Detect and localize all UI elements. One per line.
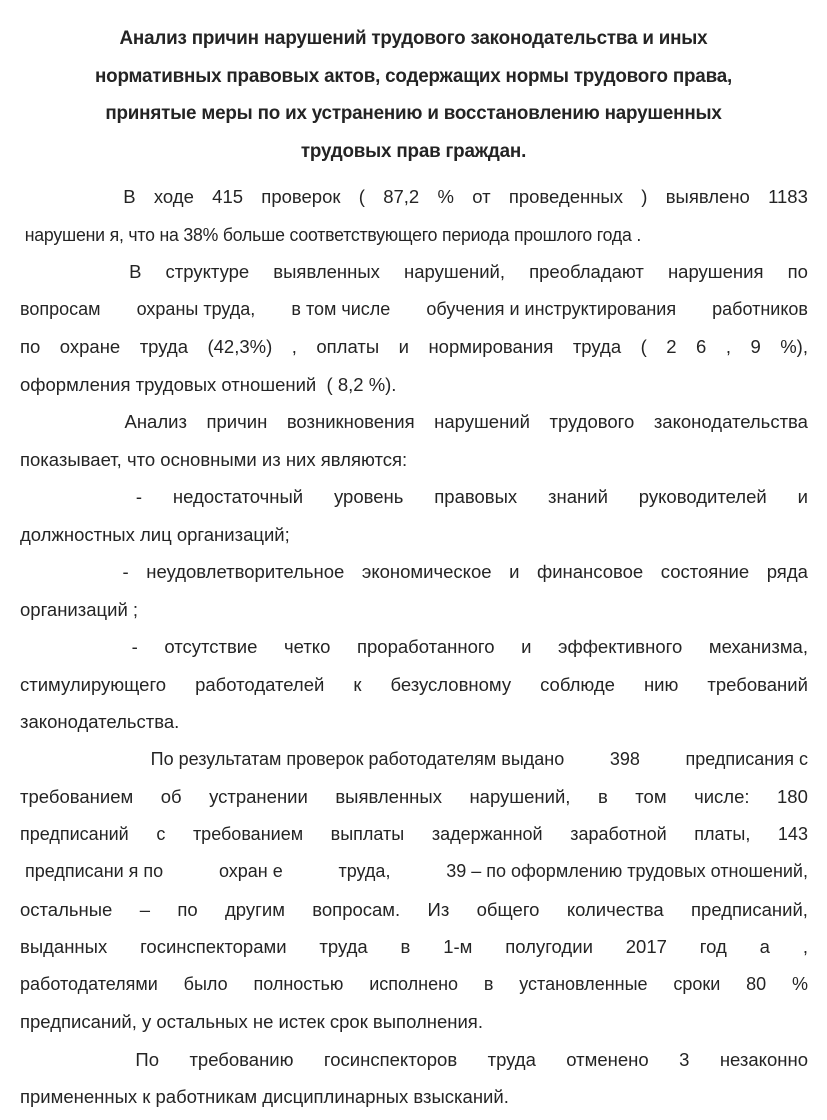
word: нарушений, [404, 261, 506, 282]
word: %), [780, 336, 808, 357]
text-line [20, 816, 808, 854]
word: выявленных [335, 786, 442, 807]
word: 2017 [625, 936, 667, 957]
paragraph [20, 741, 808, 1041]
word: законодательства. [20, 711, 180, 732]
word: от [472, 186, 491, 207]
word: 6 [696, 336, 707, 357]
word: работодателями [20, 973, 158, 994]
paragraph [20, 178, 808, 253]
first-line-indent [20, 1041, 105, 1079]
word: предписани я по [20, 861, 164, 881]
word: с [156, 823, 166, 844]
word: 87,2 [383, 186, 420, 207]
word: механизма, [708, 636, 808, 657]
word: 39 – по оформлению трудовых отношений, [446, 861, 808, 881]
word: ( [358, 186, 365, 207]
word: выданных [20, 936, 108, 957]
word: в [483, 973, 494, 994]
first-line-indent [20, 741, 105, 779]
word: исполнено [369, 973, 459, 994]
word: выявлено [665, 186, 750, 207]
word: , [725, 336, 731, 357]
text-line [20, 291, 808, 329]
title-line-4: трудовых прав граждан. [300, 139, 527, 162]
word: % [791, 973, 808, 994]
word: 3 [679, 1048, 690, 1070]
text-line [20, 703, 808, 741]
word: четко [284, 636, 331, 657]
word: предписания с [685, 748, 808, 769]
word: том [635, 786, 667, 807]
word: руководителей [638, 486, 767, 507]
word: госинспекторов [323, 1048, 458, 1070]
word: ( [640, 336, 647, 357]
word: (42,3%) [207, 336, 273, 357]
word: по [787, 261, 808, 282]
word: % [437, 186, 454, 207]
text-line [20, 591, 808, 629]
text-line [20, 516, 808, 554]
word: 9 [750, 336, 761, 357]
text-line [20, 403, 808, 441]
word: незаконно [719, 1048, 808, 1070]
word: сроки [673, 973, 721, 994]
word: об [160, 786, 182, 807]
word: нию [643, 673, 679, 695]
word: требованием [20, 786, 134, 807]
word: и [509, 561, 520, 582]
word: в [597, 786, 608, 807]
first-line-indent [20, 253, 105, 291]
word: Анализ [124, 411, 187, 432]
word: количества [566, 898, 664, 920]
word: В [129, 261, 142, 282]
word: было [183, 973, 228, 994]
word: устранении [209, 786, 308, 807]
word: соблюде [540, 673, 615, 695]
first-line-indent [20, 178, 105, 216]
word: структуре [165, 261, 250, 282]
word: работодателей [195, 673, 325, 695]
word: в том числе [291, 298, 391, 319]
word: и [797, 486, 808, 507]
word: ряда [766, 561, 808, 582]
word: и [398, 336, 409, 357]
word: 143 [777, 823, 808, 844]
word: охраны труда, [136, 298, 256, 319]
word: общего [476, 898, 540, 920]
paragraph [20, 478, 808, 553]
word: преобладают [529, 261, 644, 282]
text-line [20, 216, 808, 254]
word: установленные [519, 973, 648, 994]
text-line [20, 178, 808, 216]
text-line [20, 966, 808, 1004]
paragraph [20, 403, 808, 478]
paragraph [20, 1041, 808, 1116]
word: – [139, 898, 150, 920]
word: знаний [548, 486, 608, 507]
condensed-run [20, 216, 641, 254]
word: проработанного [356, 636, 495, 657]
word: должностных лиц организаций; [20, 523, 290, 545]
word: экономическое [361, 561, 492, 582]
word: труда [319, 936, 368, 957]
word: требованием [192, 823, 304, 844]
word: организаций ; [20, 598, 139, 620]
word: нарушени я, что на 38% больше соответствующего периода прошлого года . [20, 223, 642, 245]
word: правовых [434, 486, 518, 507]
word: требований [707, 673, 808, 695]
word: предписаний, [691, 898, 808, 920]
text-line [20, 253, 808, 291]
word: причин [206, 411, 268, 432]
word: трудового [549, 411, 635, 432]
word: - [131, 636, 138, 657]
title-line-1: Анализ причин нарушений трудового законодательства и иных [119, 27, 708, 49]
word: 2 [666, 336, 677, 357]
word: недостаточный [172, 486, 304, 507]
text-line [20, 441, 808, 479]
word: примененных к работникам дисциплинарных взысканий. [20, 1086, 509, 1107]
word: обучения и инструктирования [426, 298, 677, 319]
word: вопросам. [312, 898, 401, 920]
word: заработной [570, 823, 667, 844]
first-line-indent [20, 553, 105, 591]
word: полугодии [505, 936, 593, 957]
word: труда [487, 1048, 536, 1070]
text-line [20, 328, 808, 366]
word: ходе [153, 186, 194, 207]
word: труда [572, 336, 622, 357]
word: год [699, 936, 727, 957]
word: показывает, что основными из них являются: [20, 448, 408, 470]
word: законодательства [653, 411, 808, 432]
text-line [20, 1078, 808, 1116]
text-line [20, 666, 808, 704]
text-line [20, 553, 808, 591]
word: 398 [609, 748, 640, 769]
word: задержанной [431, 823, 543, 844]
text-line [20, 741, 808, 779]
text-line [20, 891, 808, 929]
first-line-indent [20, 478, 105, 516]
word: 80 [746, 973, 767, 994]
word: требованию [189, 1048, 294, 1070]
word: труда [139, 336, 188, 357]
word: работников [712, 298, 808, 319]
text-line [20, 778, 808, 816]
word: платы, [694, 823, 751, 844]
word: другим [224, 898, 285, 920]
paragraph [20, 253, 808, 403]
word: вопросам [20, 298, 101, 319]
word: ) [641, 186, 648, 207]
word: оформления трудовых отношений ( 8,2 %). [20, 373, 397, 395]
word: охран е [218, 861, 283, 881]
title-line-2: нормативных правовых актов, содержащих нормы трудового права, [94, 64, 733, 87]
word: нарушений, [469, 786, 571, 807]
paragraph [20, 628, 808, 741]
word: отменено [566, 1048, 649, 1070]
word: нарушения [667, 261, 764, 282]
text-line [20, 478, 808, 516]
word: безусловному [390, 673, 512, 695]
word: госинспекторами [140, 936, 287, 957]
word: - [135, 486, 143, 507]
word: По результатам проверок работодателям выдано [150, 748, 565, 769]
word: охране [59, 336, 121, 357]
document-title [20, 20, 807, 170]
word: труда, [338, 861, 391, 881]
word: - [122, 561, 129, 582]
document-body [20, 178, 808, 1116]
paragraph [20, 553, 808, 628]
word: финансовое [536, 561, 644, 582]
text-line [20, 366, 808, 404]
first-line-indent [20, 628, 105, 666]
first-line-indent [20, 403, 105, 441]
word: , [802, 936, 808, 957]
word: проведенных [508, 186, 623, 207]
word: оплаты [316, 336, 380, 357]
word: 180 [777, 786, 808, 807]
word: по [20, 336, 41, 357]
word: Из [427, 898, 450, 920]
text-line [20, 1041, 808, 1079]
word: 1183 [768, 186, 808, 207]
word: состояние [660, 561, 750, 582]
word: предписаний, у остальных не истек срок выполнения. [20, 1011, 483, 1032]
title-line-3: принятые меры по их устранению и восстановлению нарушенных [105, 102, 722, 124]
word: и [521, 636, 532, 657]
word: к [353, 673, 362, 695]
word: полностью [253, 973, 344, 994]
word: 415 [212, 186, 244, 207]
word: в [400, 936, 411, 957]
word: числе: [694, 786, 750, 807]
text-line [20, 853, 808, 891]
word: проверок [261, 186, 341, 207]
word: нарушений [434, 411, 530, 432]
word: отсутствие [164, 636, 258, 657]
word: неудовлетворительное [146, 561, 345, 582]
word: нормирования [428, 336, 554, 357]
word: , [291, 336, 297, 357]
word: по [177, 898, 198, 920]
text-line [20, 628, 808, 666]
text-line [20, 928, 808, 966]
word: эффективного [558, 636, 683, 657]
word: В [123, 186, 136, 207]
text-line [20, 1003, 808, 1041]
word: а [759, 936, 770, 957]
word: остальные [20, 898, 113, 920]
word: предписаний [20, 823, 129, 844]
word: выплаты [330, 823, 405, 844]
word: стимулирующего [20, 673, 167, 695]
word: выявленных [273, 261, 380, 282]
word: уровень [334, 486, 404, 507]
word: 1-м [443, 936, 473, 957]
word: возникновения [286, 411, 415, 432]
word: По [135, 1048, 160, 1070]
